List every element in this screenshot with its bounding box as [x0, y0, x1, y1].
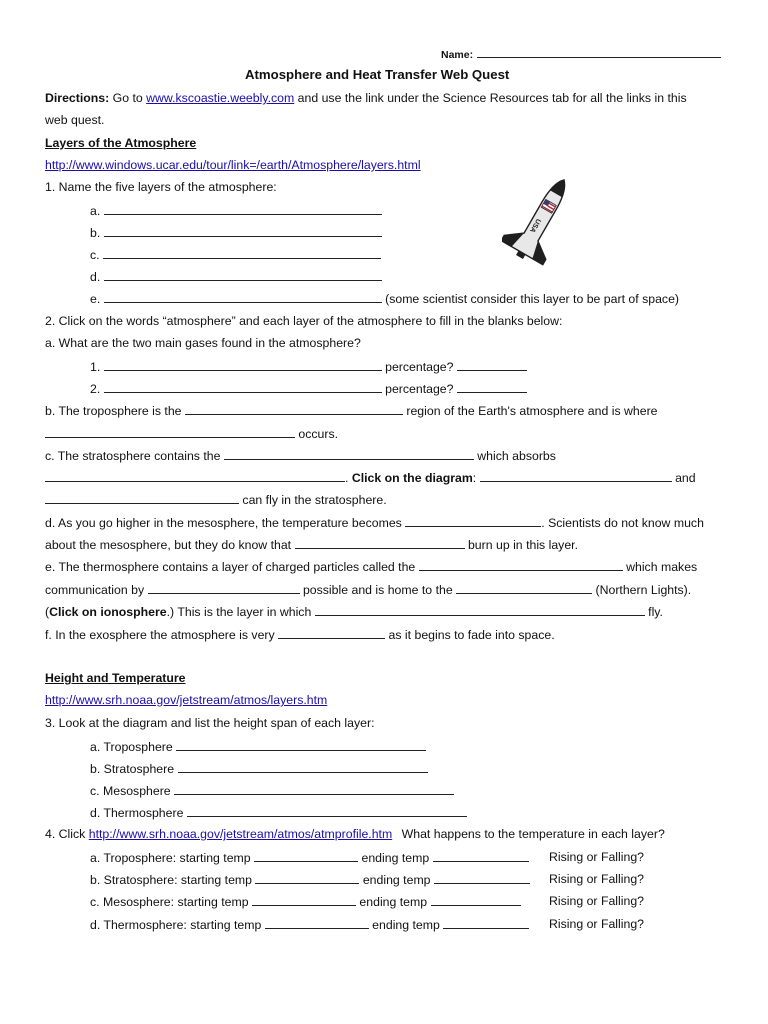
answer-blank[interactable] [295, 537, 465, 549]
answer-blank[interactable] [178, 761, 428, 773]
rising-falling-d: Rising or Falling? [549, 917, 645, 931]
noaa-layers-link[interactable]: http://www.srh.noaa.gov/jetstream/atmos/layers.htm [45, 693, 328, 707]
q2-d-text: . Scientists do not know much [541, 516, 704, 530]
start-temp-blank[interactable] [265, 917, 369, 929]
q2-e-line1 [45, 559, 697, 575]
answer-blank[interactable] [185, 403, 403, 415]
item-label: b. [90, 226, 101, 240]
shuttle-usa-text: USA [528, 217, 542, 234]
noaa-atmprofile-link[interactable]: http://www.srh.noaa.gov/jetstream/atmos/atmprofile.htm [88, 827, 393, 841]
q2-b-text: occurs. [298, 427, 339, 441]
layer-label: d. Thermosphere [90, 806, 184, 820]
q4-text: What happens to the temperature in each layer? [401, 827, 665, 841]
q3-item-c [90, 783, 454, 799]
end-temp-blank[interactable] [431, 894, 521, 906]
q2-d-line2 [45, 537, 578, 553]
q4-text: 4. Click [45, 827, 86, 841]
start-temp-blank[interactable] [254, 850, 358, 862]
q1-item-b [90, 225, 382, 241]
directions-cont: web quest. [45, 113, 105, 127]
q2-b-line2 [45, 426, 338, 442]
q2-c-text: . [345, 471, 349, 485]
answer-blank[interactable] [224, 448, 474, 460]
end-temp-blank[interactable] [434, 872, 530, 884]
start-temp-blank[interactable] [255, 872, 359, 884]
section-heading-height-temperature: Height and Temperature [45, 671, 186, 685]
q4-row-c [90, 894, 521, 910]
q2-c-line1 [45, 448, 556, 464]
item-label: 1. [90, 360, 101, 374]
q2-b-line1 [45, 403, 658, 419]
page-title: Atmosphere and Heat Transfer Web Quest [245, 67, 510, 82]
q2-c-line3 [45, 492, 387, 508]
ending-label: ending temp [361, 851, 430, 865]
section-heading-layers: Layers of the Atmosphere [45, 136, 197, 150]
q2-e-text: fly. [648, 605, 663, 619]
answer-blank[interactable] [457, 359, 527, 371]
ending-label: ending temp [362, 873, 431, 887]
start-temp-blank[interactable] [252, 894, 356, 906]
q2-e-text: (Northern Lights). [595, 583, 692, 597]
question-3: 3. Look at the diagram and list the height span of each layer: [45, 716, 375, 730]
q1-item-e [90, 291, 679, 307]
row-label: b. Stratosphere: starting temp [90, 873, 252, 887]
q4-row-b [90, 872, 530, 888]
click-ionosphere-text: Click on ionosphere [49, 605, 167, 619]
q2-e-text: which makes [626, 560, 698, 574]
answer-blank[interactable] [456, 582, 592, 594]
answer-blank[interactable] [405, 515, 541, 527]
directions-label: Directions: [45, 91, 110, 105]
q2-c-text: and [675, 471, 696, 485]
q2-c-text: c. The stratosphere contains the [45, 449, 221, 463]
answer-blank[interactable] [104, 203, 382, 215]
q2-gas-2 [90, 381, 527, 397]
layer-e-note: (some scientist consider this layer to be part of space) [385, 292, 679, 306]
answer-blank[interactable] [104, 381, 382, 393]
q2-c-text: which absorbs [477, 449, 556, 463]
q2-e-text: communication by [45, 583, 145, 597]
q1-item-d [90, 269, 382, 285]
q2-c-text: can fly in the stratosphere. [242, 493, 387, 507]
rising-falling-b: Rising or Falling? [549, 872, 645, 886]
directions-post: and use the link under the Science Resources tab for all the links in this [297, 91, 687, 105]
end-temp-blank[interactable] [443, 917, 529, 929]
answer-blank[interactable] [104, 359, 382, 371]
answer-blank[interactable] [457, 381, 527, 393]
answer-blank[interactable] [103, 247, 381, 259]
q2-f [45, 627, 555, 643]
q2-f-text: f. In the exosphere the atmosphere is very [45, 628, 275, 642]
q2-d-text: burn up in this layer. [467, 538, 579, 552]
question-2: 2. Click on the words “atmosphere” and each layer of the atmosphere to fill in the blanks below: [45, 314, 563, 328]
row-label: d. Thermosphere: starting temp [90, 918, 262, 932]
q2-e-line3 [45, 604, 663, 620]
click-diagram-text: Click on the diagram [351, 471, 473, 485]
q2-a: a. What are the two main gases found in the atmosphere? [45, 336, 361, 350]
q2-c-text: : [472, 471, 477, 485]
q2-e-text: .) This is the layer in which [166, 605, 312, 619]
answer-blank[interactable] [45, 426, 295, 438]
q4-row-d [90, 917, 529, 933]
answer-blank[interactable] [45, 492, 239, 504]
q3-item-d [90, 805, 467, 821]
answer-blank[interactable] [104, 269, 382, 281]
answer-blank[interactable] [315, 604, 645, 616]
q1-item-a [90, 203, 382, 219]
name-field[interactable] [477, 46, 721, 58]
percentage-label: percentage? [385, 382, 454, 396]
directions-pre: Go to [112, 91, 143, 105]
q2-c-line2 [45, 470, 696, 486]
layer-label: c. Mesosphere [90, 784, 171, 798]
item-label: e. [90, 292, 101, 306]
answer-blank[interactable] [148, 582, 300, 594]
directions-line [45, 91, 687, 106]
q2-d-text: about the mesosphere, but they do know that [45, 538, 292, 552]
ending-label: ending temp [359, 895, 428, 909]
item-label: c. [90, 248, 100, 262]
answer-blank[interactable] [187, 805, 467, 817]
q3-item-b [90, 761, 428, 777]
row-label: a. Troposphere: starting temp [90, 851, 251, 865]
name-row [441, 46, 721, 63]
end-temp-blank[interactable] [433, 850, 529, 862]
answer-blank[interactable] [176, 739, 426, 751]
name-label: Name: [441, 49, 474, 61]
question-4 [45, 827, 665, 842]
q3-item-a [90, 739, 426, 755]
q2-f-text: as it begins to fade into space. [388, 628, 555, 642]
q2-e-line2 [45, 582, 691, 598]
item-label: d. [90, 270, 101, 284]
q2-gas-1 [90, 359, 527, 375]
q2-e-text: ( [45, 605, 50, 619]
q2-e-text: e. The thermosphere contains a layer of charged particles called the [45, 560, 416, 574]
answer-blank[interactable] [419, 559, 623, 571]
answer-blank[interactable] [174, 783, 454, 795]
row-label: c. Mesosphere: starting temp [90, 895, 249, 909]
q2-d-line1 [45, 515, 704, 531]
q2-e-text: possible and is home to the [302, 583, 453, 597]
q4-row-a [90, 850, 529, 866]
answer-blank[interactable] [104, 225, 382, 237]
layer-label: b. Stratosphere [90, 762, 175, 776]
ucar-layers-link[interactable]: http://www.windows.ucar.edu/tour/link=/earth/Atmosphere/layers.html [45, 158, 421, 172]
q2-d-text: d. As you go higher in the mesosphere, the temperature becomes [45, 516, 402, 530]
rising-falling-c: Rising or Falling? [549, 894, 645, 908]
answer-blank[interactable] [480, 470, 672, 482]
layer-label: a. Troposphere [90, 740, 173, 754]
ending-label: ending temp [372, 918, 440, 932]
item-label: 2. [90, 382, 101, 396]
percentage-label: percentage? [385, 360, 454, 374]
item-label: a. [90, 204, 101, 218]
answer-blank[interactable] [278, 627, 385, 639]
rising-falling-a: Rising or Falling? [549, 850, 645, 864]
answer-blank[interactable] [45, 470, 345, 482]
space-shuttle-icon [502, 170, 582, 266]
q2-b-text: region of the Earth's atmosphere and is where [406, 404, 658, 418]
kscoastie-link[interactable]: www.kscoastie.weebly.com [146, 91, 295, 105]
question-1: 1. Name the five layers of the atmosphere: [45, 180, 277, 194]
answer-blank[interactable] [104, 291, 382, 303]
q1-item-c [90, 247, 381, 263]
q2-b-text: b. The troposphere is the [45, 404, 182, 418]
